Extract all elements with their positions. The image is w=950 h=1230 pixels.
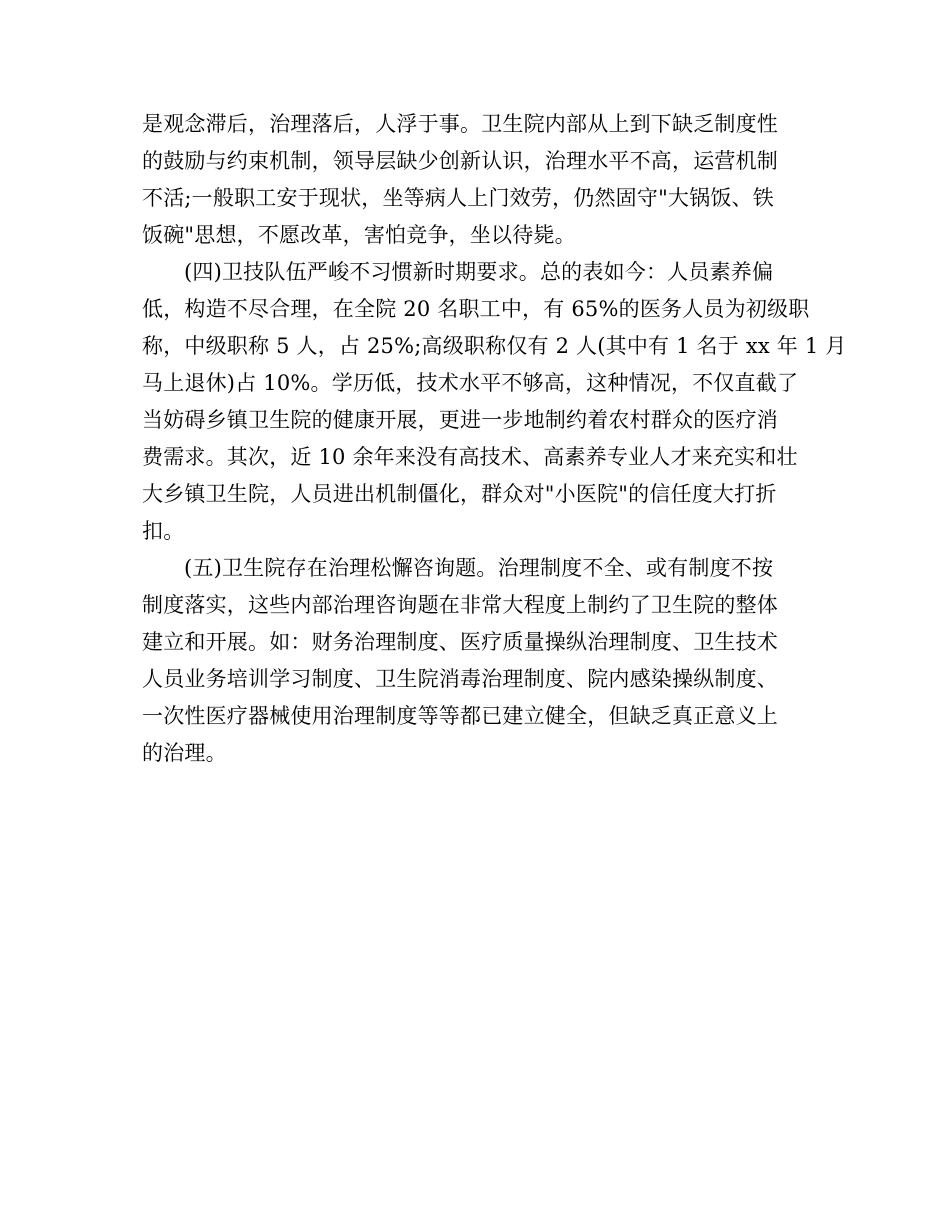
text-line: 马上退休)占 10%。学历低，技术水平不够高，这种情况，不仅直截了 — [142, 371, 799, 395]
text-line: 人员业务培训学习制度、卫生院消毒治理制度、院内感染操纵制度、 — [142, 667, 778, 691]
text-line: 费需求。其次，近 10 余年来没有高技术、高素养专业人才来充实和壮 — [142, 445, 798, 469]
text-line: 是观念滞后，治理落后，人浮于事。卫生院内部从上到下缺乏制度性 — [142, 112, 778, 136]
text-line: 饭碗"思想，不愿改革，害怕竞争，坐以待毙。 — [142, 223, 576, 247]
text-line: 低，构造不尽合理，在全院 20 名职工中，有 65%的医务人员为初级职 — [142, 297, 810, 321]
text-line: 不活;一般职工安于现状，坐等病人上门效劳，仍然固守"大锅饭、铁 — [142, 186, 774, 210]
text-line: 当妨碍乡镇卫生院的健康开展，更进一步地制约着农村群众的医疗消 — [142, 408, 778, 432]
paragraph-3 — [142, 550, 810, 772]
paragraph-2 — [142, 254, 847, 550]
document-page — [142, 106, 847, 772]
text-line: 的治理。 — [142, 741, 227, 765]
text-line: 一次性医疗器械使用治理制度等等都已建立健全，但缺乏真正意义上 — [142, 704, 778, 728]
paragraph-1 — [142, 106, 810, 254]
text-line: 建立和开展。如：财务治理制度、医疗质量操纵治理制度、卫生技术 — [142, 630, 778, 654]
text-line: (四)卫技队伍严峻不习惯新时期要求。总的表如今：人员素养偏 — [184, 260, 774, 284]
text-line: (五)卫生院存在治理松懈咨询题。治理制度不全、或有制度不按 — [184, 556, 774, 580]
text-line: 的鼓励与约束机制，领导层缺少创新认识，治理水平不高，运营机制 — [142, 149, 778, 173]
text-line: 称，中级职称 5 人，占 25%;高级职称仅有 2 人(其中有 1 名于 xx 年 1 月 — [142, 334, 847, 358]
text-line: 制度落实，这些内部治理咨询题在非常大程度上制约了卫生院的整体 — [142, 593, 778, 617]
text-line: 扣。 — [142, 519, 185, 543]
text-line: 大乡镇卫生院，人员进出机制僵化，群众对"小医院"的信任度大打折 — [142, 482, 777, 506]
